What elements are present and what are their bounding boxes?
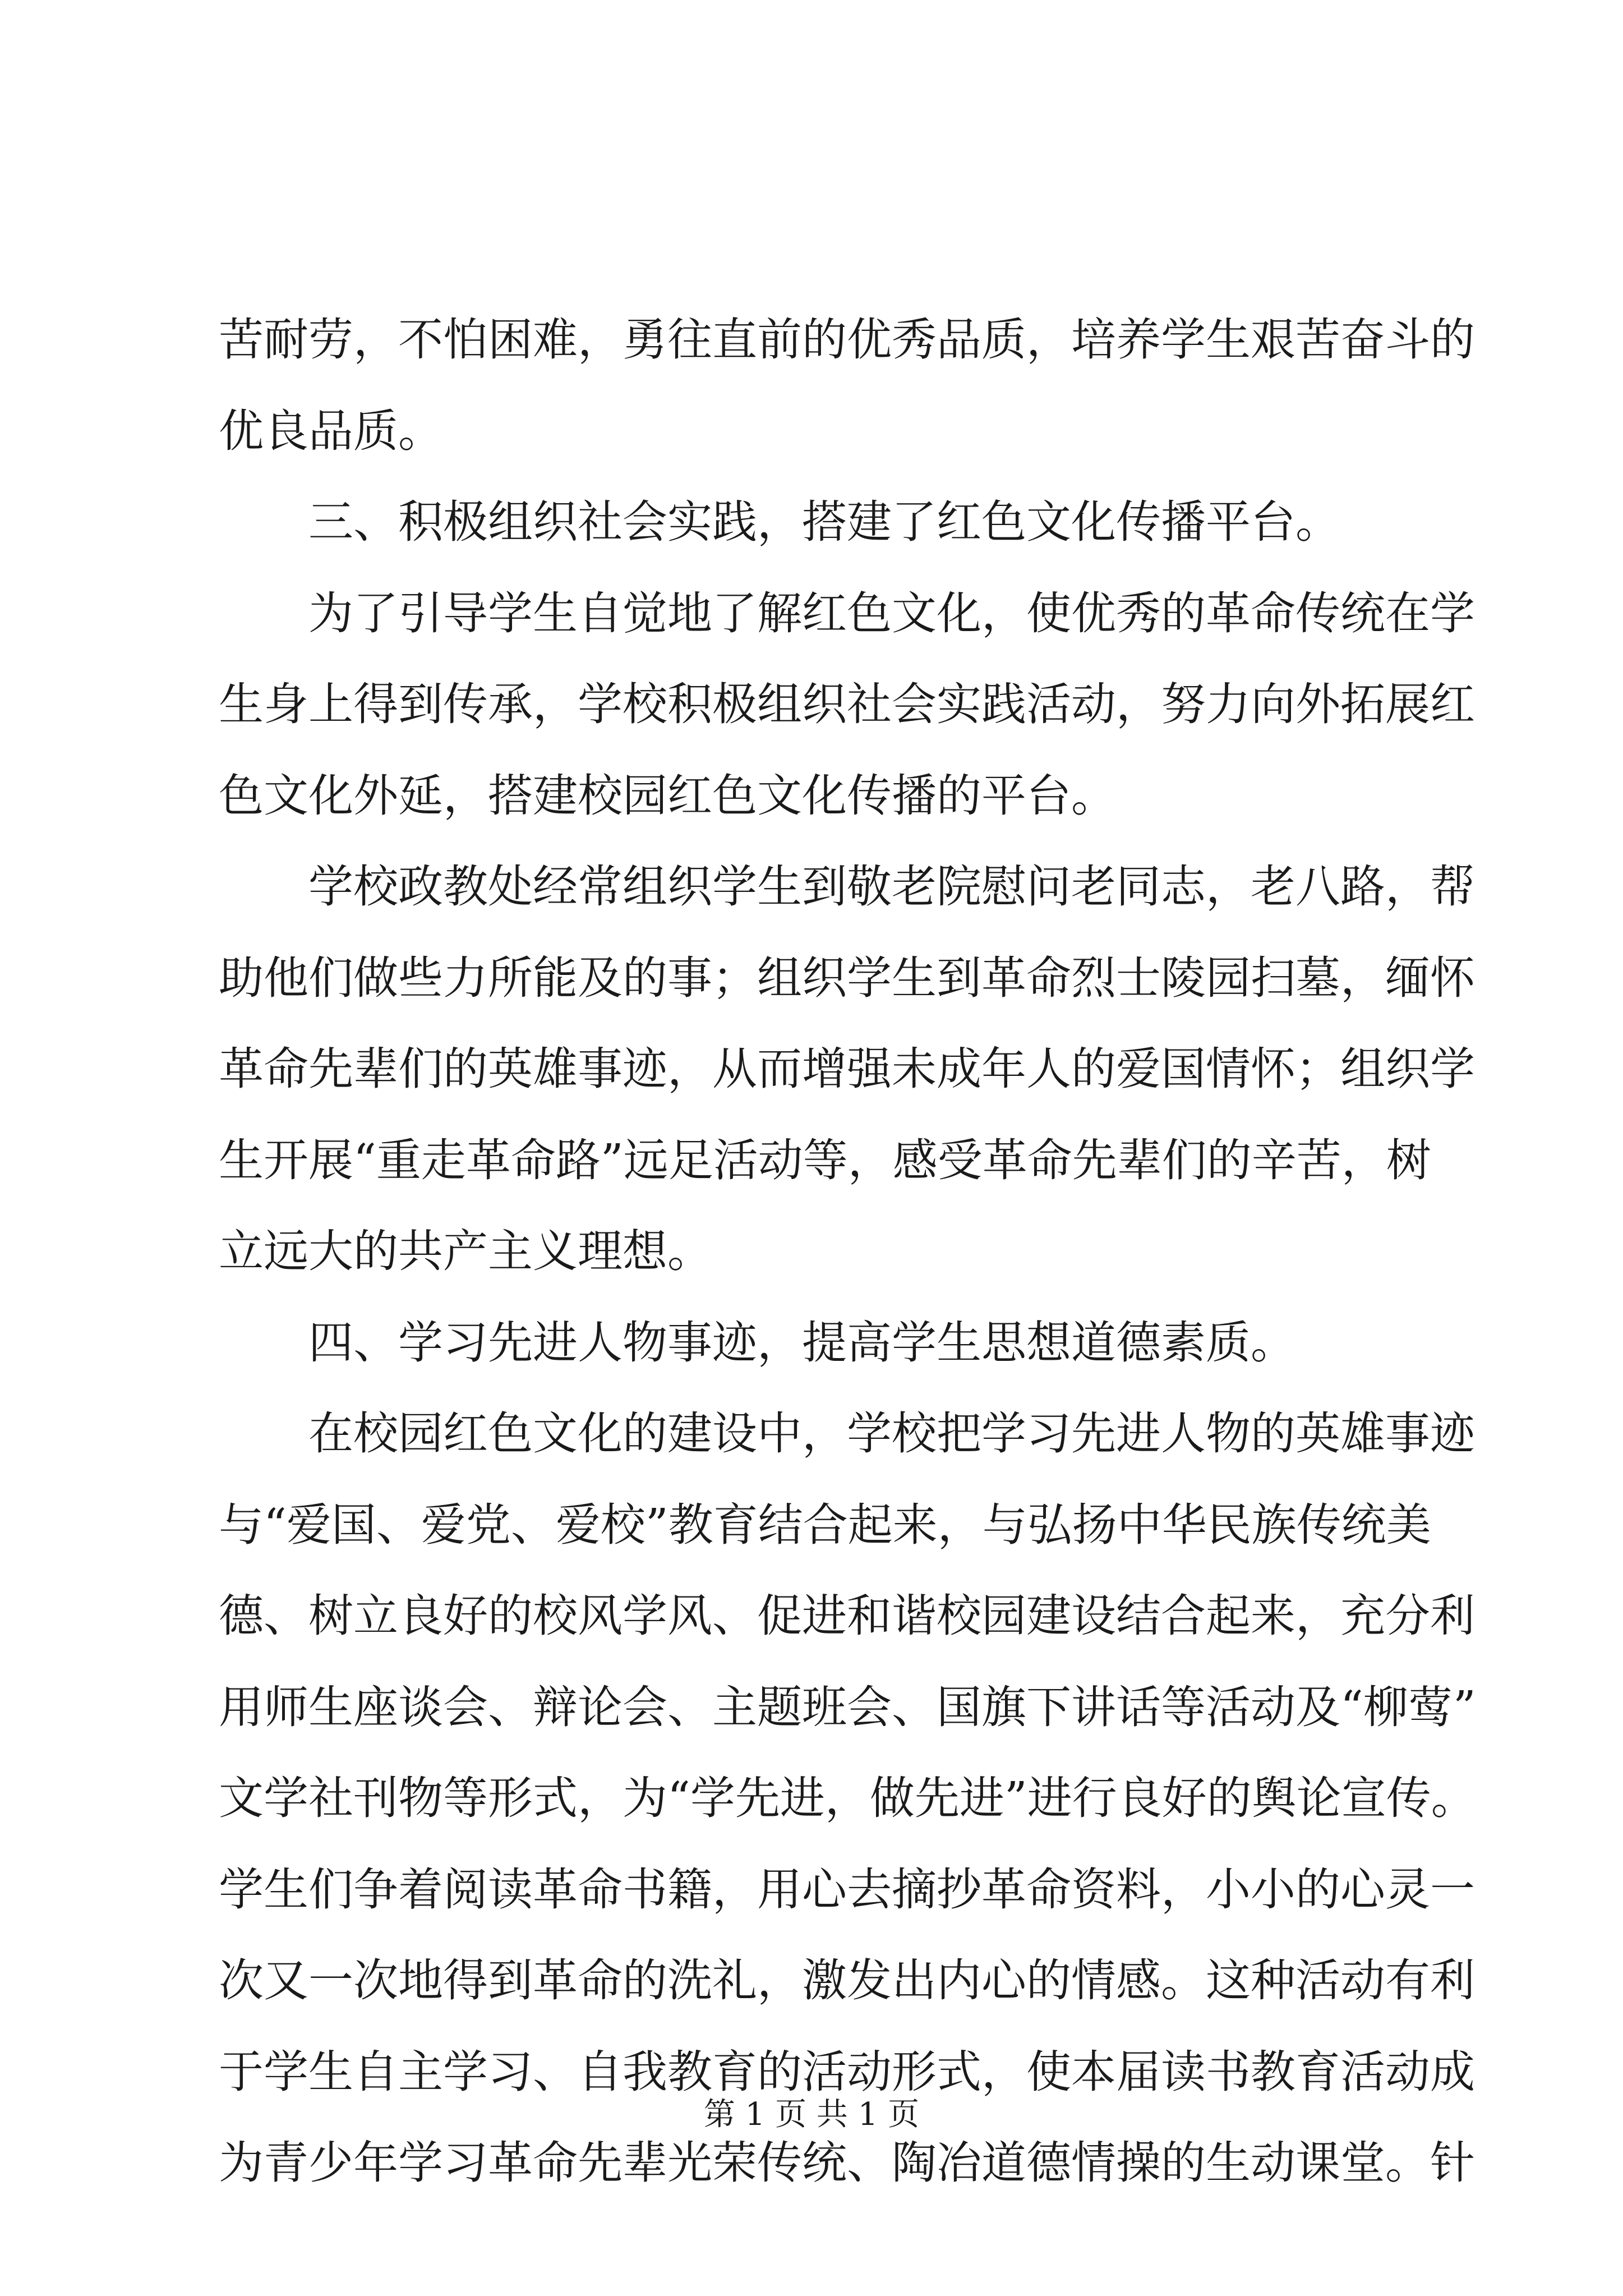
text-line: 助他们做些力所能及的事；组织学生到革命烈士陵园扫墓，缅怀 bbox=[219, 951, 1475, 1004]
text-line: 为了引导学生自觉地了解红色文化，使优秀的革命传统在学 bbox=[308, 587, 1475, 639]
text-line: 学生们争着阅读革命书籍，用心去摘抄革命资料，小小的心灵一 bbox=[219, 1863, 1475, 1916]
text-line: 生开展“重走革命路”远足活动等，感受革命先辈们的辛苦，树 bbox=[219, 1134, 1431, 1186]
text-line: 色文化外延，搭建校园红色文化传播的平台。 bbox=[219, 769, 1116, 822]
page-footer: 第 1 页 共 1 页 bbox=[703, 2096, 920, 2133]
text-line: 德、树立良好的校风学风、促进和谐校园建设结合起来，充分利 bbox=[219, 1590, 1475, 1642]
text-line: 革命先辈们的英雄事迹，从而增强未成年人的爱国情怀；组织学 bbox=[219, 1043, 1475, 1095]
text-line: 于学生自主学习、自我教育的活动形式，使本届读书教育活动成 bbox=[219, 2045, 1475, 2098]
text-line: 四、学习先进人物事迹，提高学生思想道德素质。 bbox=[308, 1316, 1295, 1369]
text-line: 文学社刊物等形式，为“学先进，做先进”进行良好的舆论宣传。 bbox=[219, 1772, 1476, 1824]
text-line: 在校园红色文化的建设中，学校把学习先进人物的英雄事迹 bbox=[308, 1407, 1475, 1460]
text-line: 优良品质。 bbox=[219, 404, 443, 457]
document-body bbox=[219, 295, 1476, 2209]
text-line: 三、积极组织社会实践，搭建了红色文化传播平台。 bbox=[308, 496, 1340, 548]
text-line: 为青少年学习革命先辈光荣传统、陶冶道德情操的生动课堂。针 bbox=[219, 2137, 1475, 2189]
text-line: 与“爱国、爱党、爱校”教育结合起来，与弘扬中华民族传统美 bbox=[219, 1498, 1431, 1551]
text-line: 用师生座谈会、辩论会、主题班会、国旗下讲话等活动及“柳莺” bbox=[219, 1681, 1476, 1733]
text-line: 学校政教处经常组织学生到敬老院慰问老同志，老八路，帮 bbox=[308, 861, 1475, 913]
text-line: 立远大的共产主义理想。 bbox=[219, 1225, 712, 1277]
text-line: 生身上得到传承，学校积极组织社会实践活动，努力向外拓展红 bbox=[219, 678, 1475, 730]
text-line: 苦耐劳，不怕困难，勇往直前的优秀品质，培养学生艰苦奋斗的 bbox=[219, 314, 1475, 366]
text-line: 次又一次地得到革命的洗礼，激发出内心的情感。这种活动有利 bbox=[219, 1954, 1475, 2007]
